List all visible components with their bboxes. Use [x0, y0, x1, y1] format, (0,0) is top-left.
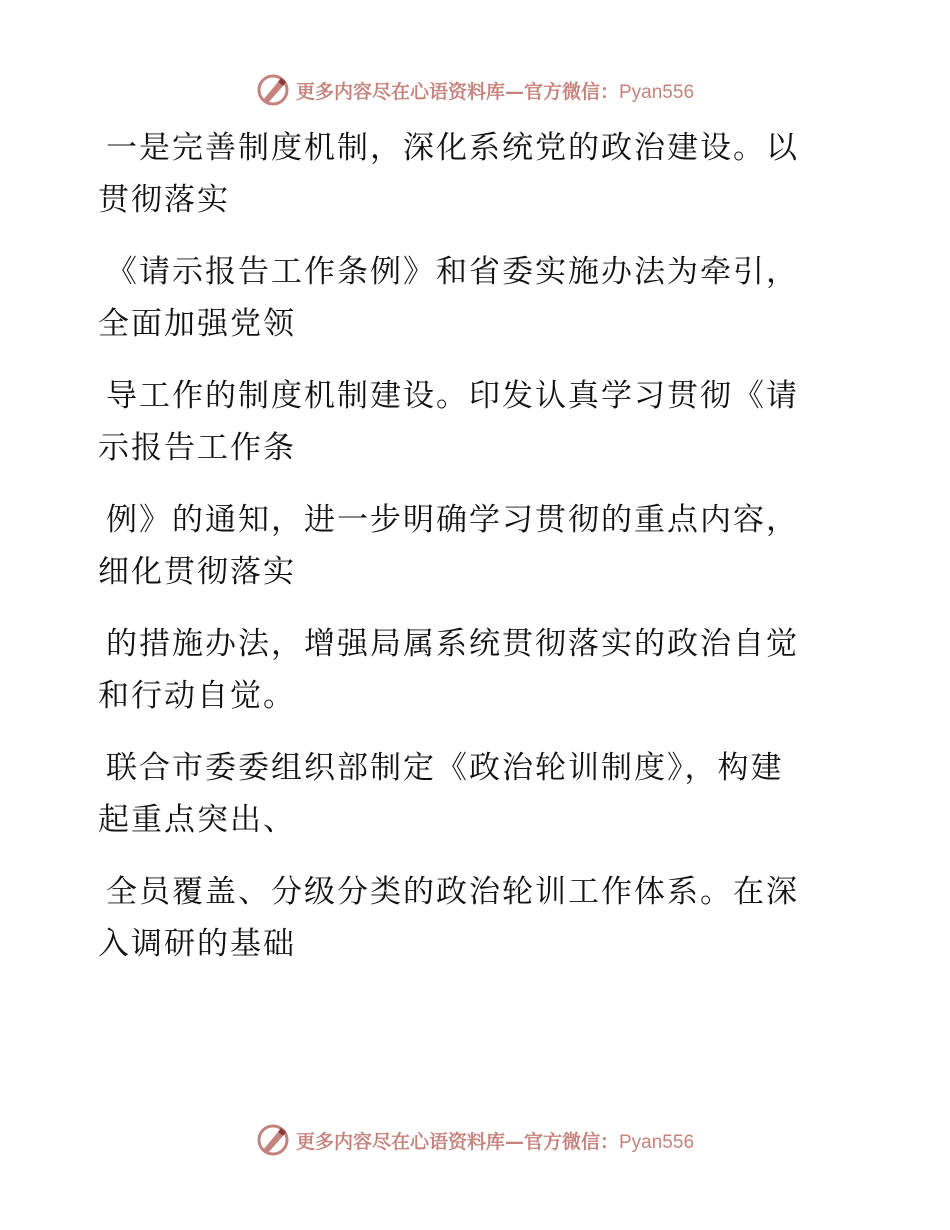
text-line: 导工作的制度机制建设。印发认真学习贯彻《请: [106, 378, 799, 414]
paragraph: [98, 866, 838, 970]
text-line: 一是完善制度机制，深化系统党的政治建设。以: [106, 130, 799, 166]
header-watermark: [0, 70, 950, 110]
paragraph: [98, 494, 838, 598]
paragraph: [98, 122, 838, 226]
text-line: 入调研的基础: [98, 926, 296, 962]
pen-logo-icon: [256, 1123, 290, 1157]
text-line: 例》的通知，进一步明确学习贯彻的重点内容，: [106, 502, 799, 538]
watermark-text: 更多内容尽在心语资料库—官方微信：Pyan556: [295, 80, 695, 103]
text-line: 《请示报告工作条例》和省委实施办法为牵引，: [106, 254, 799, 290]
paragraph: [98, 246, 838, 350]
footer-watermark: [0, 1120, 950, 1160]
text-line: 联合市委委组织部制定《政治轮训制度》，构建: [106, 750, 784, 786]
text-line: 的措施办法，增强局属系统贯彻落实的政治自觉: [106, 626, 799, 662]
paragraph: [98, 370, 838, 474]
pen-logo-icon: [256, 73, 290, 107]
paragraph: [98, 742, 838, 846]
watermark-text: 更多内容尽在心语资料库—官方微信：Pyan556: [295, 1130, 695, 1153]
text-line: 细化贯彻落实: [98, 554, 296, 590]
text-line: 示报告工作条: [98, 430, 296, 466]
text-line: 全面加强党领: [98, 306, 296, 342]
text-line: 和行动自觉。: [98, 678, 296, 714]
paragraph: [98, 618, 838, 722]
text-line: 起重点突出、: [98, 802, 296, 838]
document-body: [98, 122, 838, 990]
text-line: 贯彻落实: [98, 182, 230, 218]
text-line: 全员覆盖、分级分类的政治轮训工作体系。在深: [106, 874, 799, 910]
